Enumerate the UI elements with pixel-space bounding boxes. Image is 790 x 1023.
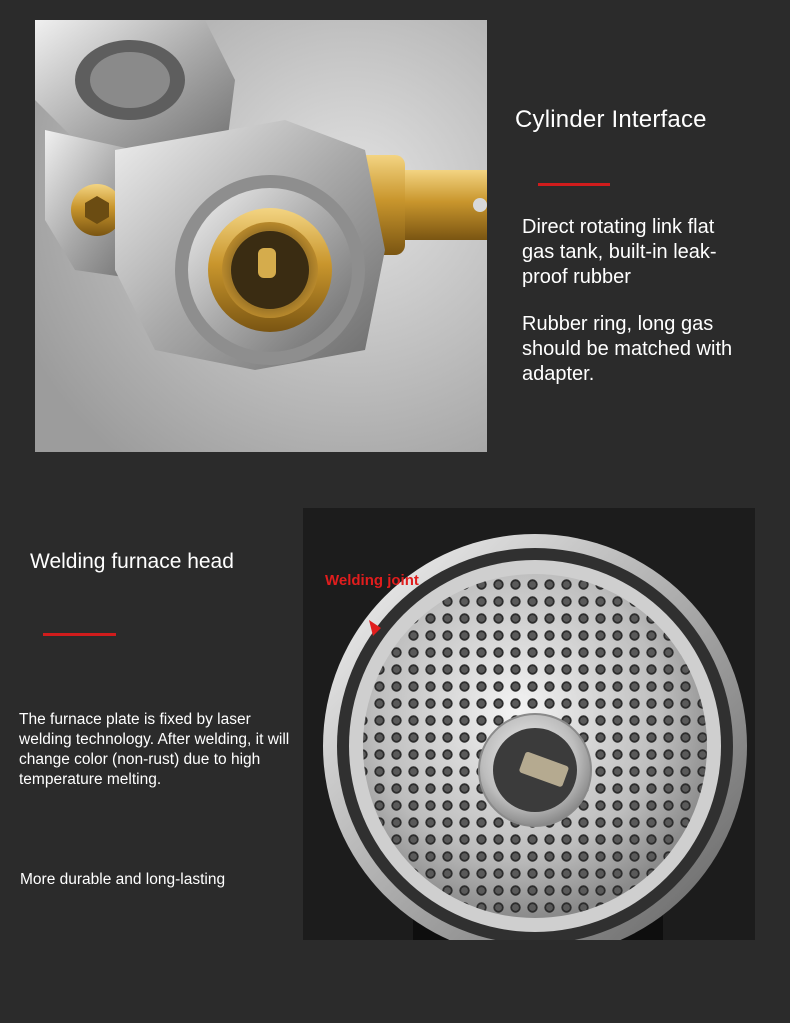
welding-title-divider [43,633,116,636]
welding-joint-callout: Welding joint [325,572,419,589]
cylinder-photo-illustration [35,20,487,452]
cylinder-description-1: Direct rotating link flat gas tank, built-in leak-proof rubber [522,216,717,288]
cylinder-interface-photo [35,20,487,452]
cylinder-description-2: Rubber ring, long gas should be matched with adapter. [522,313,733,385]
cylinder-interface-title: Cylinder Interface [515,106,707,133]
welding-description-1: The furnace plate is fixed by laser welding technology. After welding, it will change color (non-rust) due to high temperature melting. [19,711,290,788]
welding-description-2: More durable and long-lasting [20,871,226,888]
cylinder-title-divider [538,183,610,186]
welding-furnace-title: Welding furnace head [30,550,234,573]
